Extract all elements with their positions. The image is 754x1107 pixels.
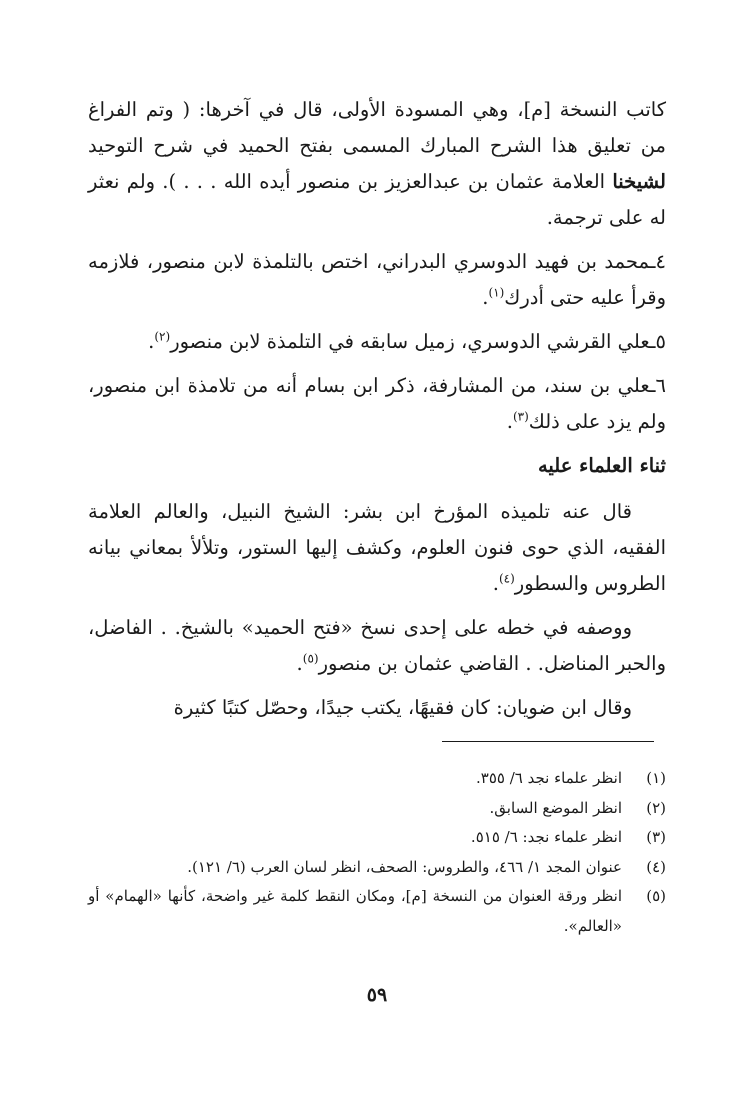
paragraph-description bbox=[88, 610, 666, 682]
footnote-ref: (٤) bbox=[498, 571, 515, 586]
item-text: علي بن سند، من المشارفة، ذكر ابن بسام أنه من تلامذة ابن منصور، ولم يزد على ذلك bbox=[88, 374, 666, 433]
page-number: ٥٩ bbox=[366, 984, 388, 1006]
item-number: ٦ bbox=[655, 374, 666, 397]
footnote-separator bbox=[442, 741, 654, 742]
footnote-text: عنوان المجد ١/ ٤٦٦، والطروس: الصحف، انظر لسان العرب (٦/ ١٢١). bbox=[187, 857, 622, 876]
footnote bbox=[88, 794, 666, 824]
footnote bbox=[88, 853, 666, 883]
footnote-number: (٥) bbox=[646, 887, 666, 905]
item-separator: ـ bbox=[649, 374, 656, 397]
paragraph-ibn-bishr bbox=[88, 494, 666, 602]
item-separator: ـ bbox=[649, 330, 656, 353]
footnote-text: انظر علماء نجد ٦/ ٣٥٥. bbox=[475, 769, 622, 787]
footnote-number: (٢) bbox=[646, 798, 666, 817]
footnotes bbox=[88, 764, 666, 941]
footnote-number: (١) bbox=[646, 769, 666, 787]
footnote-ref: (١) bbox=[488, 285, 505, 300]
paragraph-text: العلامة عثمان بن عبدالعزيز بن منصور أيده الله . . . ). ولم نعثر له على ترجمة. bbox=[88, 170, 666, 229]
footnote-ref: (٣) bbox=[512, 409, 529, 424]
paragraph-text: وقال ابن ضويان: كان فقيهًا، يكتب جيدًا، وحصّل كتبًا كثيرة bbox=[173, 696, 632, 719]
paragraph-tail: . bbox=[296, 652, 303, 675]
list-item bbox=[88, 244, 666, 316]
list-item bbox=[88, 368, 666, 440]
section-heading: ثناء العلماء عليه bbox=[537, 454, 666, 477]
item-separator: ـ bbox=[649, 250, 656, 273]
footnote-text: انظر ورقة العنوان من النسخة [م]، ومكان النقط كلمة غير واضحة، كأنها «الهمام» أو «العالم». bbox=[88, 887, 622, 935]
footnote-ref: (٢) bbox=[154, 329, 171, 344]
paragraph-text: ووصفه في خطه على إحدى نسخ «فتح الحميد» بالشيخ. . الفاضل، والحبر المناضل. . القاضي عثمان بن منصور bbox=[88, 616, 666, 675]
paragraph-scribe bbox=[88, 92, 666, 236]
item-tail: . bbox=[148, 330, 155, 353]
item-number: ٤ bbox=[655, 250, 666, 273]
bold-word: لشيخنا bbox=[612, 170, 666, 193]
item-text: علي القرشي الدوسري، زميل سابقه في التلمذة لابن منصور bbox=[170, 330, 650, 353]
item-tail: . bbox=[506, 410, 513, 433]
item-tail: . bbox=[482, 286, 489, 309]
paragraph-ibn-duwayan bbox=[88, 690, 666, 726]
footnote bbox=[88, 882, 666, 941]
paragraph-text: كاتب النسخة [م]، وهي المسودة الأولى، قال في آخرها: ( وتم الفراغ من تعليق هذا الشرح المبارك المسمى بفتح الحميد في شرح التوحيد bbox=[88, 98, 666, 157]
footnote-number: (٤) bbox=[646, 857, 666, 876]
footnote-number: (٣) bbox=[646, 828, 666, 846]
main-text bbox=[88, 92, 666, 734]
paragraph-text: قال عنه تلميذه المؤرخ ابن بشر: الشيخ النبيل، والعالم العلامة الفقيه، الذي حوى فنون العلوم، وكشف إليها الستور، وتلألأ بمعاني بيانه الطروس والسطور bbox=[88, 500, 666, 595]
footnote-text: انظر علماء نجد: ٦/ ٥١٥. bbox=[470, 828, 622, 846]
footnote-text: انظر الموضع السابق. bbox=[489, 798, 622, 817]
item-number: ٥ bbox=[655, 330, 666, 353]
footnote bbox=[88, 823, 666, 853]
list-item bbox=[88, 324, 666, 360]
item-text: محمد بن فهيد الدوسري البدراني، اختص بالتلمذة لابن منصور، فلازمه وقرأ عليه حتى أدرك bbox=[88, 250, 666, 309]
footnote-ref: (٥) bbox=[302, 651, 319, 666]
footnote bbox=[88, 764, 666, 794]
paragraph-tail: . bbox=[492, 572, 499, 595]
